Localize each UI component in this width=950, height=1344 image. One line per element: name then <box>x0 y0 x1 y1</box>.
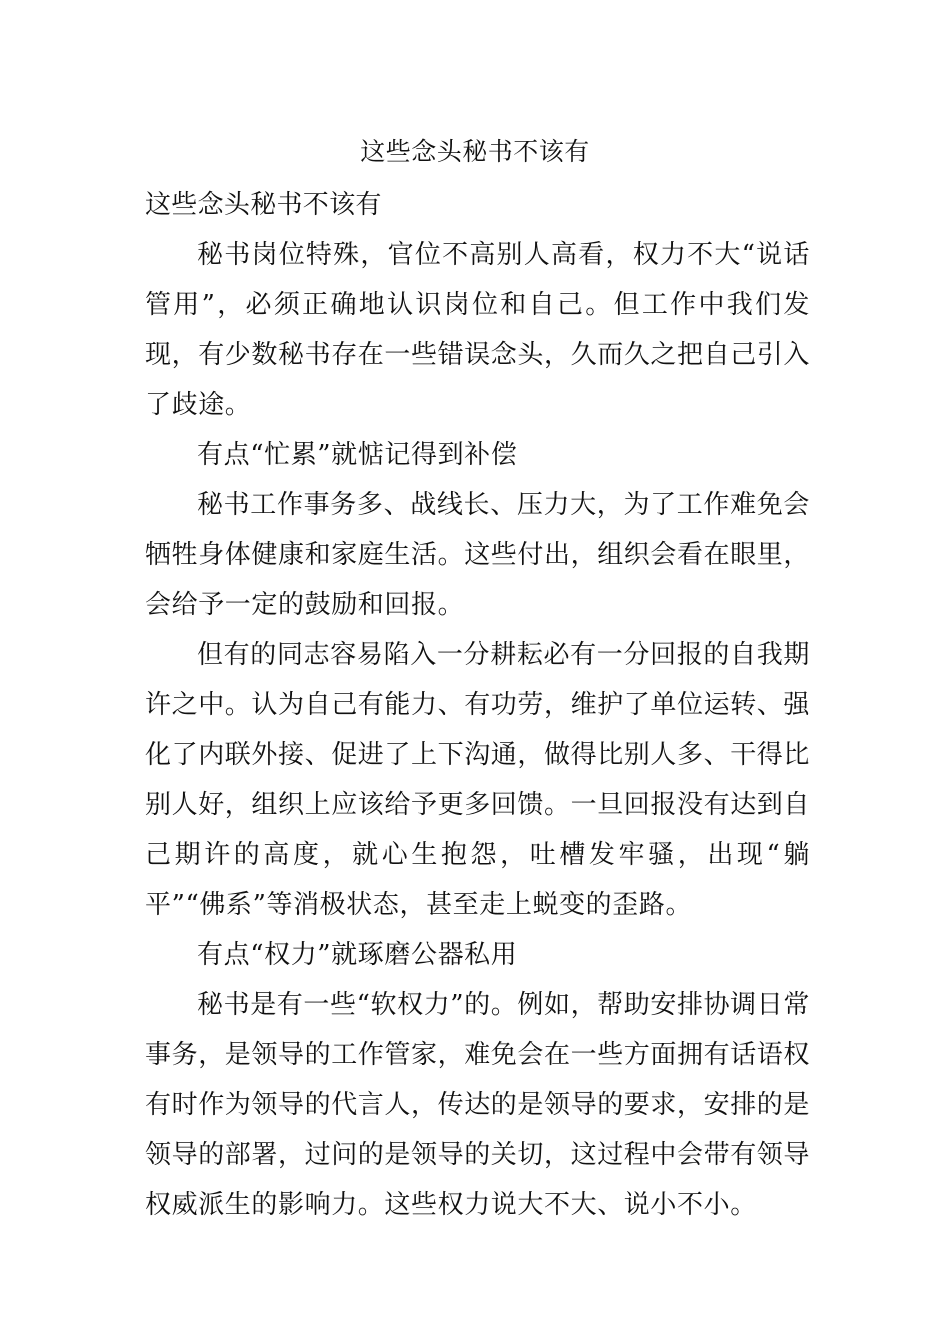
paragraph-power-1: 秘书是有一些“软权力”的。例如，帮助安排协调日常事务，是领导的工作管家，难免会在一些方面拥有话语权有时作为领导的代言人，传达的是领导的要求，安排的是领导的部署，过问的是领导的关切，这过程中会带有领导权威派生的影响力。这些权力说大不大、说小不小。 <box>145 990 811 1220</box>
paragraph-busy-1: 秘书工作事务多、战线长、压力大，为了工作难免会牺牲身体健康和家庭生活。这些付出，组织会看在眼里，会给予一定的鼓励和回报。 <box>145 490 811 620</box>
document-subtitle: 这些念头秘书不该有 <box>145 190 382 220</box>
section-heading-busy: 有点“忙累”就惦记得到补偿 <box>197 440 518 470</box>
paragraph-intro: 秘书岗位特殊，官位不高别人高看，权力不大“说话管用”，必须正确地认识岗位和自己。但工作中我们发现，有少数秘书存在一些错误念头，久而久之把自己引入了歧途。 <box>145 240 811 420</box>
section-heading-power: 有点“权力”就琢磨公器私用 <box>197 940 518 970</box>
document-body <box>145 180 810 1230</box>
document-title: 这些念头秘书不该有 <box>360 137 590 166</box>
paragraph-busy-2: 但有的同志容易陷入一分耕耘必有一分回报的自我期许之中。认为自己有能力、有功劳，维护了单位运转、强化了内联外接、促进了上下沟通，做得比别人多、干得比别人好，组织上应该给予更多回馈。一旦回报没有达到自己期许的高度，就心生抱怨，吐槽发牢骚，出现“躺平”“佛系”等消极状态，甚至走上蜕变的歪路。 <box>145 640 811 920</box>
